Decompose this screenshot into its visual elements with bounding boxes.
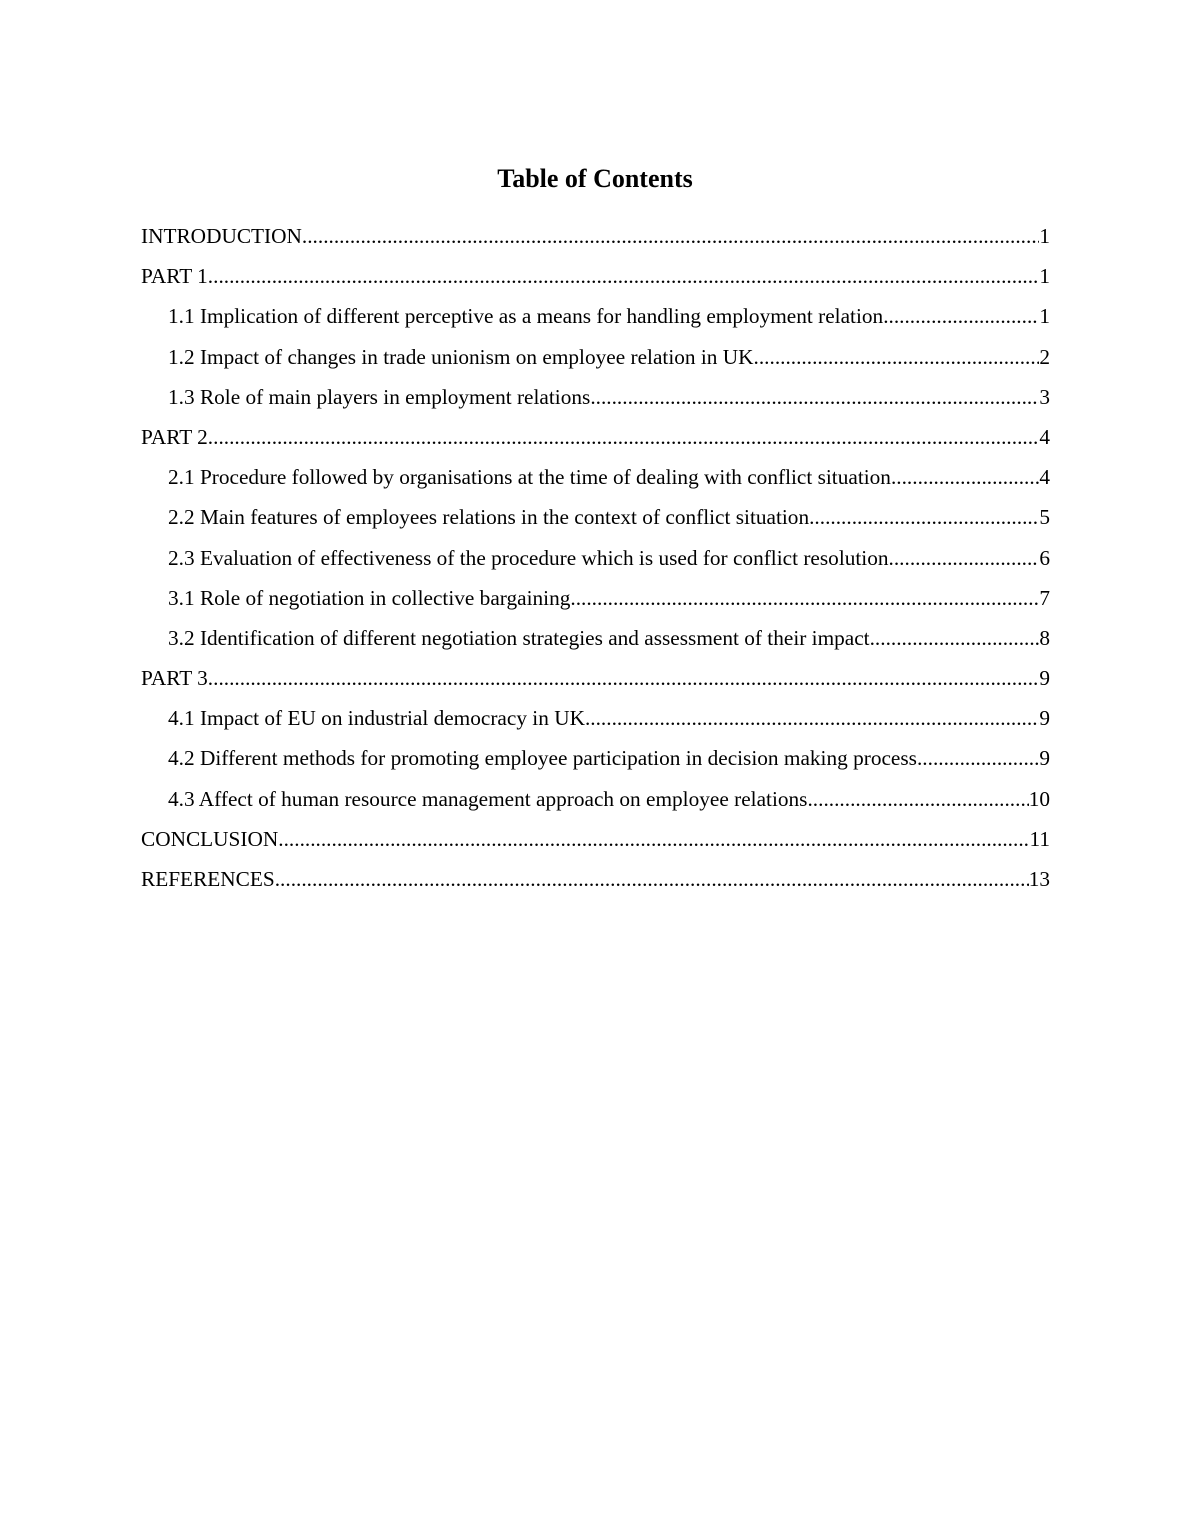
toc-dot-leader <box>754 339 1040 375</box>
toc-entry-text: 3.2 Identification of different negotiation strategies and assessment of their impact <box>168 625 870 650</box>
toc-page-number: 4 <box>1039 465 1050 490</box>
toc-entry-text: 2.1 Procedure followed by organisations at the time of dealing with conflict situation <box>168 465 891 490</box>
toc-entry-part-2[interactable] <box>141 419 1050 459</box>
toc-entry-text: CONCLUSION <box>141 826 279 851</box>
toc-dot-leader <box>891 459 1039 495</box>
toc-entry-text: PART 2 <box>141 424 208 449</box>
toc-entry-2-1[interactable] <box>141 459 1050 499</box>
toc-entry-part-1[interactable] <box>141 258 1050 298</box>
toc-entry-text: 4.2 Different methods for promoting employee participation in decision making process <box>168 746 917 771</box>
toc-entry-1-3[interactable] <box>141 379 1050 419</box>
toc-page-number: 4 <box>1039 424 1050 449</box>
toc-entry-text: 4.1 Impact of EU on industrial democracy in UK <box>168 706 585 731</box>
toc-dot-leader <box>208 660 1040 696</box>
toc-page-number: 2 <box>1039 344 1050 369</box>
toc-entry-conclusion[interactable] <box>141 821 1050 861</box>
toc-dot-leader <box>590 379 1039 415</box>
toc-entry-1-2[interactable] <box>141 339 1050 379</box>
toc-dot-leader <box>917 740 1039 776</box>
toc-page-number: 1 <box>1039 264 1050 289</box>
toc-dot-leader <box>208 419 1040 455</box>
toc-page-number: 6 <box>1039 545 1050 570</box>
toc-dot-leader <box>302 218 1039 254</box>
toc-dot-leader <box>807 781 1028 817</box>
toc-entry-text: INTRODUCTION <box>141 224 302 248</box>
toc-page-number: 13 <box>1028 867 1050 891</box>
toc-entry-text: 1.1 Implication of different perceptive as a means for handling employment relation <box>168 304 884 329</box>
toc-entry-text: PART 3 <box>141 666 208 691</box>
toc-dot-leader <box>889 540 1040 576</box>
toc-entry-3-2[interactable] <box>141 620 1050 660</box>
toc-list <box>141 218 1050 901</box>
toc-page-number: 11 <box>1029 826 1050 851</box>
toc-entry-text: 1.3 Role of main players in employment relations <box>168 384 591 409</box>
toc-entry-2-3[interactable] <box>141 540 1050 580</box>
toc-entry-text: 3.1 Role of negotiation in collective bargaining <box>168 585 571 610</box>
toc-page-number: 5 <box>1039 505 1050 530</box>
toc-entry-introduction[interactable] <box>141 218 1050 258</box>
toc-entry-text: 4.3 Affect of human resource management approach on employee relations <box>168 786 808 811</box>
toc-dot-leader <box>208 258 1040 294</box>
toc-entry-references[interactable] <box>141 861 1050 901</box>
toc-page-number: 9 <box>1039 746 1050 771</box>
toc-entry-text: 1.2 Impact of changes in trade unionism on employee relation in UK <box>168 344 754 369</box>
toc-entry-part-3[interactable] <box>141 660 1050 700</box>
toc-entry-4-3[interactable] <box>141 781 1050 821</box>
toc-dot-leader <box>870 620 1040 656</box>
toc-page-number: 1 <box>1039 304 1050 329</box>
toc-dot-leader <box>278 821 1029 857</box>
toc-dot-leader <box>275 861 1029 897</box>
toc-entry-4-1[interactable] <box>141 700 1050 740</box>
toc-page-number: 3 <box>1039 384 1050 409</box>
toc-dot-leader <box>809 499 1039 535</box>
toc-page-number: 1 <box>1039 224 1050 248</box>
toc-dot-leader <box>883 298 1039 334</box>
toc-entry-text: REFERENCES <box>141 867 275 891</box>
toc-entry-3-1[interactable] <box>141 580 1050 620</box>
toc-page-number: 9 <box>1039 706 1050 731</box>
toc-entry-4-2[interactable] <box>141 740 1050 780</box>
toc-page-number: 8 <box>1039 625 1050 650</box>
toc-entry-text: 2.3 Evaluation of effectiveness of the procedure which is used for conflict resolution <box>168 545 889 570</box>
toc-entry-text: 2.2 Main features of employees relations in the context of conflict situation <box>168 505 810 530</box>
toc-entry-text: PART 1 <box>141 264 208 289</box>
toc-title: Table of Contents <box>497 164 693 193</box>
toc-page-number: 10 <box>1028 786 1050 811</box>
toc-page-number: 7 <box>1039 585 1050 610</box>
toc-dot-leader <box>585 700 1039 736</box>
toc-entry-2-2[interactable] <box>141 499 1050 539</box>
toc-page-number: 9 <box>1039 666 1050 691</box>
toc-dot-leader <box>570 580 1039 616</box>
toc-entry-1-1[interactable] <box>141 298 1050 338</box>
